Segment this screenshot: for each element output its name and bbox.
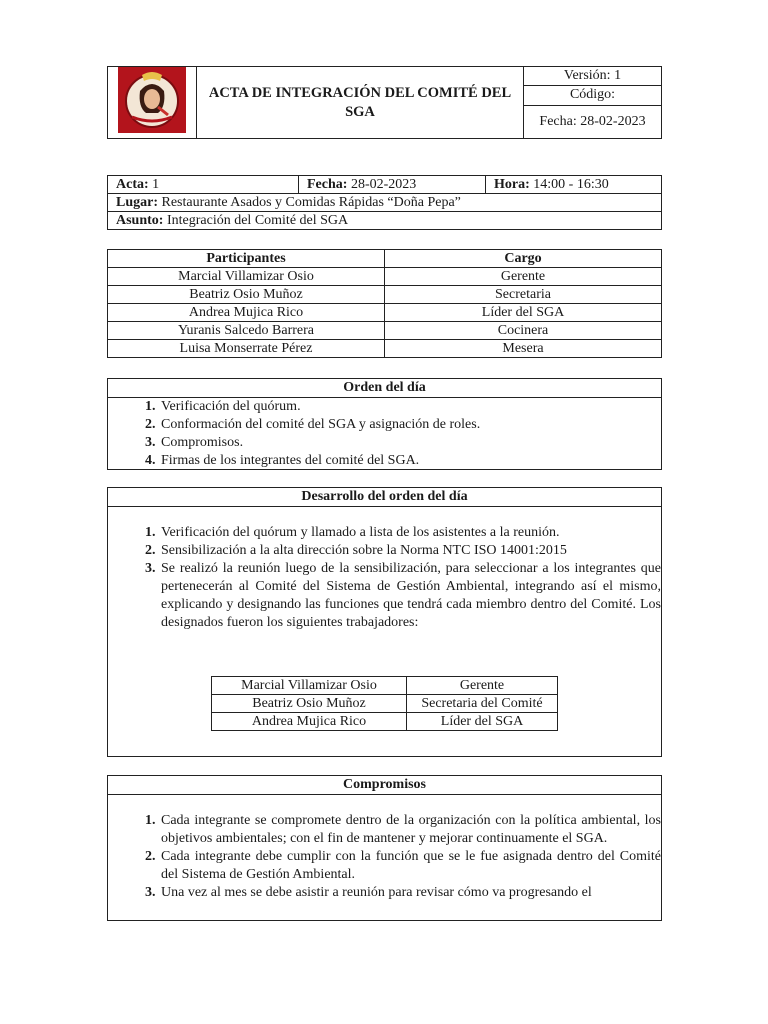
hora-cell: Hora: 14:00 - 16:30 [486,176,662,194]
designado-name: Beatriz Osio Muñoz [212,695,407,713]
participant-cargo: Secretaria [385,286,662,304]
table-row [212,713,558,731]
table-row [108,340,662,358]
table-row [108,268,662,286]
list-item: 3. Se realizó la reunión luego de la sensibilización, para seleccionar a los integrantes que pertenecerán al Comité del Sistema de Gestión Ambiental, integrando así el mismo, explicando y designando las funciones que tendrá cada miembro dentro del Comité. Los designados fueron los siguientes trabajadores: [159,560,661,632]
document-title: ACTA DE INTEGRACIÓN DEL COMITÉ DEL SGA [197,67,524,139]
designado-role: Secretaria del Comité [407,695,558,713]
orden-del-dia-box [107,378,662,470]
table-row [108,322,662,340]
designados-table [211,676,558,731]
list-item: 3. Compromisos. [159,434,661,452]
list-item: 2. Conformación del comité del SGA y asignación de roles. [159,416,661,434]
table-row [212,677,558,695]
participant-cargo: Gerente [385,268,662,286]
restaurant-logo-icon [118,67,186,133]
fecha-cell: Fecha: 28-02-2023 [524,105,662,138]
asunto-cell: Asunto: Integración del Comité del SGA [108,212,662,230]
compromisos-title: Compromisos [108,776,661,795]
col-cargo: Cargo [385,250,662,268]
document-header [107,66,662,139]
participants-table [107,249,662,358]
list-item: 1. Verificación del quórum y llamado a lista de los asistentes a la reunión. [159,524,661,542]
version-cell: Versión: 1 [524,67,662,86]
desarrollo-box [107,487,662,757]
participant-name: Beatriz Osio Muñoz [108,286,385,304]
compromisos-list [108,812,661,902]
list-item: 2. Sensibilización a la alta dirección sobre la Norma NTC ISO 14001:2015 [159,542,661,560]
participant-name: Andrea Mujica Rico [108,304,385,322]
designado-name: Marcial Villamizar Osio [212,677,407,695]
designado-role: Líder del SGA [407,713,558,731]
participant-name: Yuranis Salcedo Barrera [108,322,385,340]
col-participantes: Participantes [108,250,385,268]
table-row [108,304,662,322]
lugar-cell: Lugar: Restaurante Asados y Comidas Rápidas “Doña Pepa” [108,194,662,212]
designado-role: Gerente [407,677,558,695]
participant-name: Marcial Villamizar Osio [108,268,385,286]
list-item: 4. Firmas de los integrantes del comité del SGA. [159,452,661,470]
designado-name: Andrea Mujica Rico [212,713,407,731]
list-item: 1. Verificación del quórum. [159,398,661,416]
table-row [212,695,558,713]
participant-name: Luisa Monserrate Pérez [108,340,385,358]
acta-info-table [107,175,662,230]
orden-title: Orden del día [108,379,661,398]
participant-cargo: Mesera [385,340,662,358]
list-item: 3. Una vez al mes se debe asistir a reunión para revisar cómo va progresando el [159,884,661,902]
compromisos-box [107,775,662,921]
table-row [108,286,662,304]
list-item: 1. Cada integrante se compromete dentro de la organización con la política ambiental, los objetivos ambientales; con el fin de mantener y mejorar continuamente el SGA. [159,812,661,848]
codigo-cell: Código: [524,86,662,105]
orden-list [108,398,661,470]
logo-cell [108,67,197,139]
list-item: 2. Cada integrante debe cumplir con la función que se le fue asignada dentro del Comité del Sistema de Gestión Ambiental. [159,848,661,884]
participant-cargo: Líder del SGA [385,304,662,322]
fecha-info-cell: Fecha: 28-02-2023 [299,176,486,194]
participant-cargo: Cocinera [385,322,662,340]
acta-cell: Acta: 1 [108,176,299,194]
desarrollo-title: Desarrollo del orden del día [108,488,661,507]
desarrollo-list [108,524,661,632]
